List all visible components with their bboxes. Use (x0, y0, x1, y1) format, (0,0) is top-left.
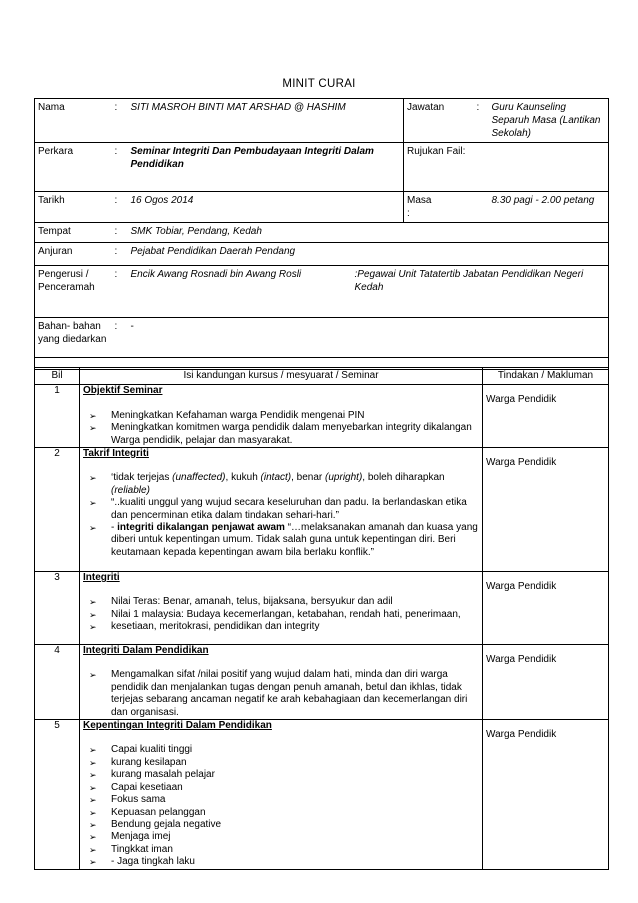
row-bil: 1 (35, 385, 80, 448)
arrow-bullet-icon: ➢ (89, 745, 97, 756)
tempat-value: SMK Tobiar, Pendang, Kedah (128, 223, 609, 243)
tarikh-colon: : (112, 192, 128, 223)
arrow-bullet-icon: ➢ (89, 609, 97, 620)
list-item: ➢ Bendung gejala negative (89, 818, 222, 830)
perkara-label: Perkara (35, 143, 112, 192)
list-item: ➢ Capai kualiti tinggi (89, 744, 193, 756)
arrow-bullet-icon: ➢ (89, 757, 97, 768)
tindakan-value: Warga Pendidik (483, 385, 609, 448)
bahan-colon: : (112, 318, 128, 358)
nama-value: SITI MASROH BINTI MAT ARSHAD @ HASHIM (128, 99, 404, 143)
tempat-colon: : (112, 223, 128, 243)
row-bil: 3 (35, 572, 80, 645)
arrow-bullet-icon: ➢ (89, 807, 97, 818)
table-row (35, 448, 609, 572)
section-title: Kepentingan Integriti Dalam Pendidikan (83, 720, 272, 732)
tindakan-value: Warga Pendidik (483, 448, 609, 572)
list-item: ➢ Menjaga imej (89, 831, 171, 843)
section-title: Objektif Seminar (83, 385, 163, 397)
arrow-bullet-icon: ➢ (89, 523, 97, 534)
tindakan-value: Warga Pendidik (483, 572, 609, 645)
list-item: ➢ Meningkatkan Kefahaman warga Pendidik mengenai PIN (89, 409, 365, 421)
arrow-bullet-icon: ➢ (89, 770, 97, 781)
arrow-bullet-icon: ➢ (89, 473, 97, 484)
importance-list (83, 744, 479, 868)
arrow-bullet-icon: ➢ (89, 670, 97, 681)
jawatan-colon: : (474, 99, 489, 143)
nama-label: Nama (35, 99, 112, 143)
anjuran-label: Anjuran (35, 243, 112, 266)
table-row (35, 572, 609, 645)
anjuran-value: Pejabat Pendidikan Daerah Pendang (128, 243, 609, 266)
section-title: Integriti Dalam Pendidikan (83, 645, 209, 657)
tindakan-value: Warga Pendidik (483, 645, 609, 720)
nama-colon: : (112, 99, 128, 143)
list-item: ➢ Kepuasan pelanggan (89, 806, 206, 818)
arrow-bullet-icon: ➢ (89, 795, 97, 806)
tindakan-value: Warga Pendidik (483, 720, 609, 870)
list-item: ➢ kurang masalah pelajar (89, 769, 215, 781)
list-item: ➢ ‘tidak terjejas (unaffected), kukuh (intact), benar (upright), boleh diharapkan (reliable) (89, 472, 445, 496)
header-bil: Bil (35, 368, 80, 385)
pengerusi-label: Pengerusi / Penceramah (35, 266, 112, 318)
table-row (35, 645, 609, 720)
arrow-bullet-icon: ➢ (89, 782, 97, 793)
anjuran-colon: : (112, 243, 128, 266)
section-title: Integriti (83, 572, 120, 584)
header-tindakan: Tindakan / Makluman (483, 368, 609, 385)
perkara-value: Seminar Integriti Dan Pembudayaan Integriti Dalam Pendidikan (128, 143, 404, 192)
jawatan-value: Guru Kaunseling Separuh Masa (Lantikan Sekolah) (489, 99, 609, 143)
tarikh-label: Tarikh (35, 192, 112, 223)
section-title: Takrif Integriti (83, 448, 149, 460)
list-item: ➢ kurang kesilapan (89, 756, 187, 768)
arrow-bullet-icon: ➢ (89, 410, 97, 421)
list-item: ➢ Capai kesetiaan (89, 781, 183, 793)
row-bil: 4 (35, 645, 80, 720)
arrow-bullet-icon: ➢ (89, 819, 97, 830)
row-bil: 5 (35, 720, 80, 870)
perkara-colon: : (112, 143, 128, 192)
list-item: ➢ “..kualiti unggul yang wujud secara keseluruhan dan padu. Ia berlandaskan etika dan pencerminan etika dalam tindakan sehari-hari.” (89, 497, 467, 521)
masa-label: Masa : (404, 192, 474, 223)
bahan-label: Bahan- bahan yang diedarkan (35, 318, 112, 358)
info-table (34, 98, 609, 370)
arrow-bullet-icon: ➢ (89, 857, 97, 868)
arrow-bullet-icon: ➢ (89, 498, 97, 509)
list-item: ➢ kesetiaan, meritokrasi, pendidikan dan integrity (89, 621, 320, 633)
list-item: ➢ Nilai Teras: Benar, amanah, telus, bijaksana, bersyukur dan adil (89, 596, 393, 608)
masa-value: 8.30 pagi - 2.00 petang (489, 192, 609, 223)
list-item: ➢ Tingkkat iman (89, 843, 173, 855)
minutes-table (34, 367, 609, 870)
arrow-bullet-icon: ➢ (89, 423, 97, 434)
arrow-bullet-icon: ➢ (89, 597, 97, 608)
table-header-row (35, 368, 609, 385)
pengerusi-role: :Pegawai Unit Tatatertib Jabatan Pendidikan Negeri Kedah (354, 269, 584, 293)
list-item: ➢ Fokus sama (89, 794, 166, 806)
list-item: ➢ Mengamalkan sifat /nilai positif yang wujud dalam hati, minda dan diri warga pendidik dan menjalankan tugas dengan penuh amanah, betul dan ikhlas, tidak terjejas sebarang ancaman negatif ke arah kebahagiaan dan kecemerlangan diri dan organisasi. (89, 669, 468, 718)
arrow-bullet-icon: ➢ (89, 844, 97, 855)
table-row (35, 385, 609, 448)
row-bil: 2 (35, 448, 80, 572)
rujukan-fail: Rujukan Fail: (404, 143, 609, 192)
document-title: MINIT CURAI (282, 78, 356, 90)
pengerusi-value: Encik Awang Rosnadi bin Awang Rosli (130, 269, 302, 280)
pengerusi-colon: : (112, 266, 128, 318)
list-item: ➢ Meningkatkan komitmen warga pendidik dalam menyebarkan integrity dikalangan Warga pendidik, pelajar dan masyarakat. (89, 422, 472, 446)
list-item: ➢ Nilai 1 malaysia: Budaya kecemerlangan, ketabahan, rendah hati, penerimaan, (89, 608, 461, 620)
list-item: ➢ - Jaga tingkah laku (89, 856, 195, 868)
arrow-bullet-icon: ➢ (89, 622, 97, 633)
arrow-bullet-icon: ➢ (89, 832, 97, 843)
table-row (35, 720, 609, 870)
tempat-label: Tempat (35, 223, 112, 243)
tarikh-value: 16 Ogos 2014 (128, 192, 404, 223)
list-item: ➢ - integriti dikalangan penjawat awam “…melaksanakan amanah dan kuasa yang diberi untuk kepentingan umum. Tidak salah guna untuk kepentingan diri. Beri keutamaan kepada kepentingan awam bila berlaku konflik.” (89, 522, 478, 558)
header-isi: Isi kandungan kursus / mesyuarat / Seminar (80, 368, 483, 385)
jawatan-label: Jawatan (404, 99, 474, 143)
bahan-value: - (128, 318, 609, 358)
